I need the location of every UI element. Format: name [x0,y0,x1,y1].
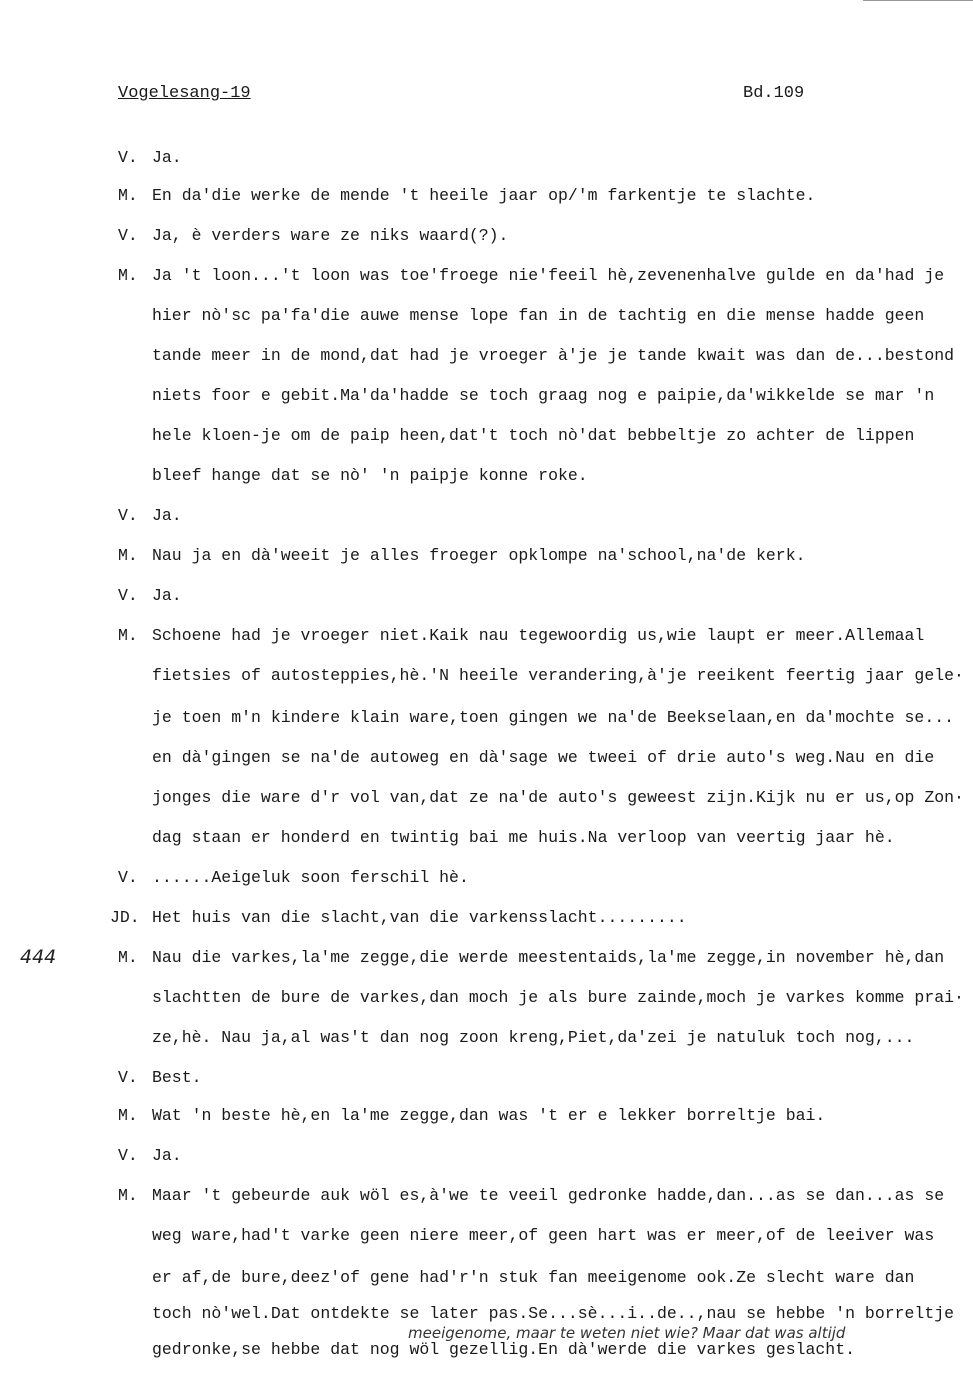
speaker-label: V. [118,148,138,167]
line-text: ......Aeigeluk soon ferschil hè. [152,868,469,887]
line-text: Ja. [152,586,182,605]
speaker-label: M. [118,626,138,645]
document-title: Vogelesang-19 [118,84,251,103]
line-text: Ja. [152,506,182,525]
line-text: je toen m'n kindere klain ware,toen gingen we na'de Beekselaan,en da'mochte se... [152,708,955,727]
speaker-label: V. [118,1068,138,1087]
speaker-label: M. [118,948,138,967]
line-text: fietsies of autosteppies,hè.'N heeile verandering,à'je reeikent feertig jaar gele· [152,666,964,685]
line-text: gedronke,se hebbe dat nog wöl gezellig.En dà'werde die varkes geslacht. [152,1340,856,1359]
line-text: tande meer in de mond,dat had je vroeger à'je je tande kwait was dan de...bestond [152,346,955,365]
margin-note: 444 [20,946,57,968]
line-text: Wat 'n beste hè,en la'me zegge,dan was 't er e lekker borreltje bai. [152,1106,826,1125]
line-text: Ja 't loon...'t loon was toe'froege nie'feeil hè,zevenenhalve gulde en da'had je [152,266,945,285]
top-edge-rule [863,0,973,1]
line-text: niets foor e gebit.Ma'da'hadde se toch graag nog e paipie,da'wikkelde se mar 'n [152,386,935,405]
line-text: toch nò'wel.Dat ontdekte se later pas.Se...sè...i..de..,nau se hebbe 'n borreltje [152,1304,955,1323]
speaker-label: V. [118,868,138,887]
speaker-label: V. [118,1146,138,1165]
line-text: Ja, è verders ware ze niks waard(?). [152,226,509,245]
page-reference: Bd.109 [743,84,805,103]
line-text: Het huis van die slacht,van die varkensslacht......... [152,908,687,927]
speaker-label: V. [118,506,138,525]
line-text: Ja. [152,1146,182,1165]
line-text: Nau ja en dà'weeit je alles froeger opklompe na'school,na'de kerk. [152,546,806,565]
line-text: Schoene had je vroeger niet.Kaik nau tegewoordig us,wie laupt er meer.Allemaal [152,626,925,645]
line-text: hier nò'sc pa'fa'die auwe mense lope fan in de tachtig en die mense hadde geen [152,306,925,325]
line-text: Nau die varkes,la'me zegge,die werde meestentaids,la'me zegge,in november hè,dan [152,948,945,967]
line-text: jonges die ware d'r vol van,dat ze na'de auto's geweest zijn.Kijk nu er us,op Zon· [152,788,964,807]
speaker-label: M. [118,1106,138,1125]
line-text: bleef hange dat se nò' 'n paipje konne roke. [152,466,588,485]
speaker-label: M. [118,266,138,285]
line-text: Ja. [152,148,182,167]
line-text: er af,de bure,deez'of gene had'r'n stuk fan meeigenome ook.Ze slecht ware dan [152,1268,915,1287]
speaker-label: JD. [110,908,140,927]
handwritten-annotation: meeigenome, maar te weten niet wie? Maar dat was altijd [408,1324,846,1342]
line-text: dag staan er honderd en twintig bai me huis.Na verloop van veertig jaar hè. [152,828,895,847]
speaker-label: V. [118,586,138,605]
line-text: weg ware,had't varke geen niere meer,of geen hart was er meer,of de leeiver was [152,1226,935,1245]
line-text: hele kloen-je om de paip heen,dat't toch nò'dat bebbeltje zo achter de lippen [152,426,915,445]
line-text: ze,hè. Nau ja,al was't dan nog zoon kreng,Piet,da'zei je natuluk toch nog,... [152,1028,915,1047]
speaker-label: V. [118,226,138,245]
line-text: slachtten de bure de varkes,dan moch je als bure zainde,moch je varkes komme prai· [152,988,964,1007]
speaker-label: M. [118,546,138,565]
speaker-label: M. [118,186,138,205]
line-text: Maar 't gebeurde auk wöl es,à'we te veeil gedronke hadde,dan...as se dan...as se [152,1186,945,1205]
speaker-label: M. [118,1186,138,1205]
line-text: En da'die werke de mende 't heeile jaar op/'m farkentje te slachte. [152,186,816,205]
line-text: en dà'gingen se na'de autoweg en dà'sage we tweei of drie auto's weg.Nau en die [152,748,935,767]
line-text: Best. [152,1068,202,1087]
